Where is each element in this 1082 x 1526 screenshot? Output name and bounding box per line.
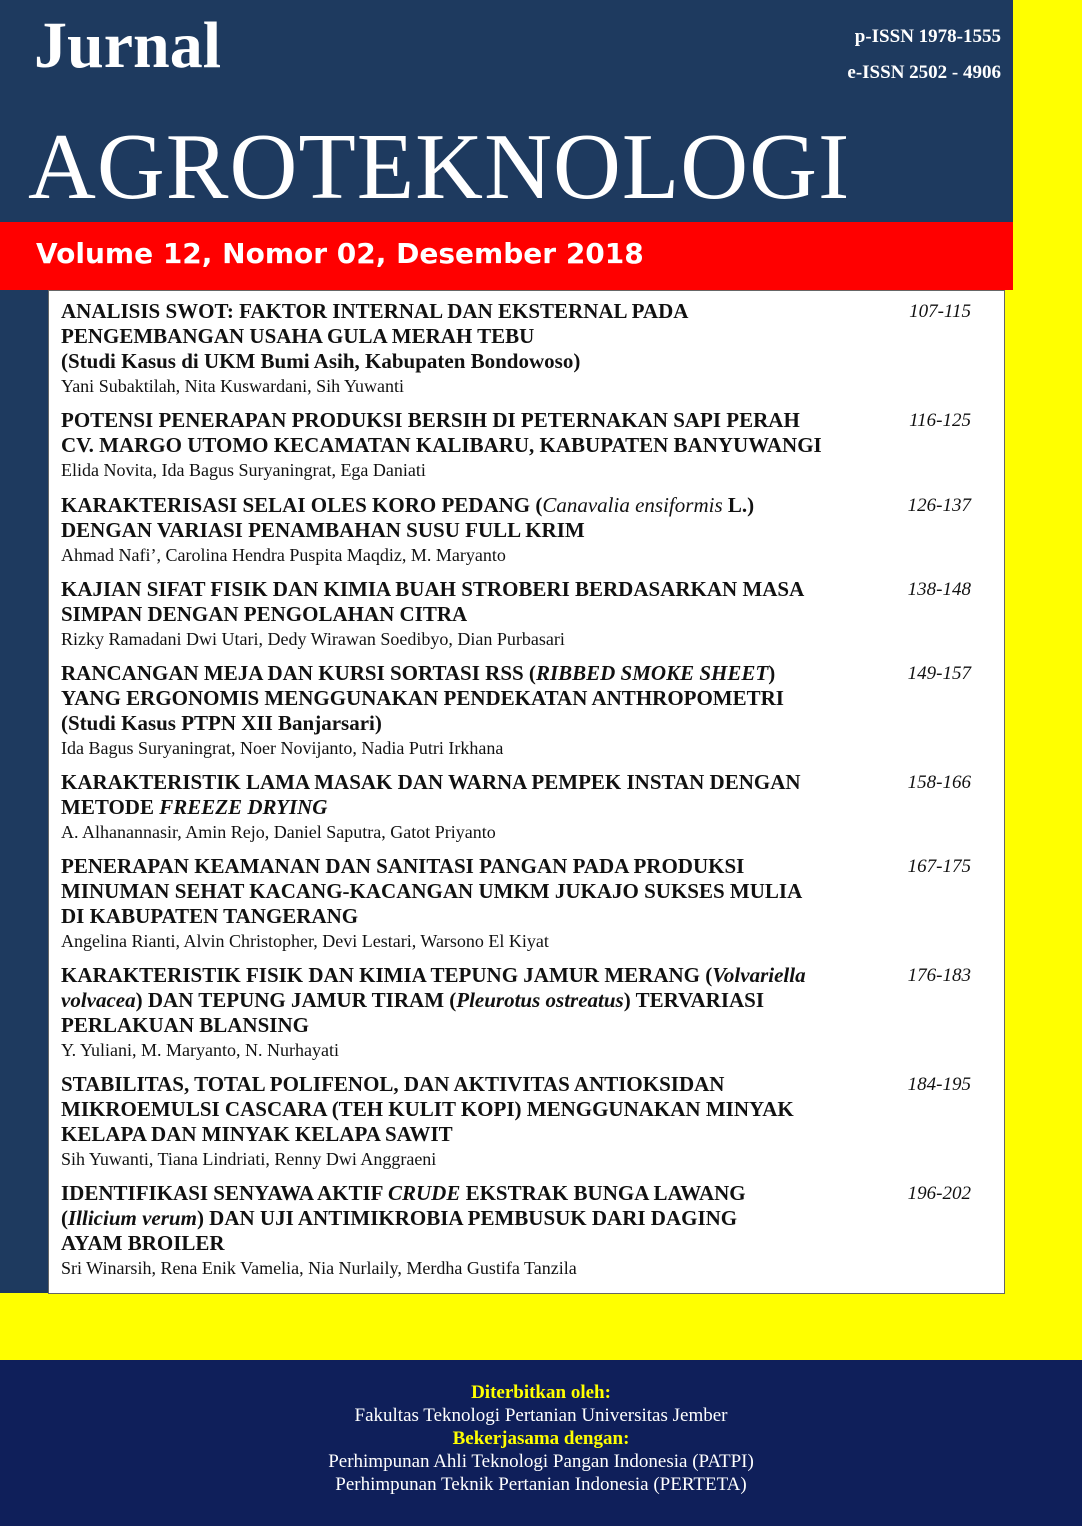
article-entry[interactable]: [61, 963, 981, 1061]
e-issn: e-ISSN 2502 - 4906: [847, 62, 1001, 83]
cooperation-label: Bekerjasama dengan:: [452, 1428, 630, 1449]
publisher-name: Fakultas Teknologi Pertanian Universitas Jember: [354, 1405, 728, 1426]
article-authors: Sri Winarsih, Rena Enik Vamelia, Nia Nurlaily, Merdha Gustifa Tanzila: [61, 1258, 577, 1278]
article-authors: Yani Subaktilah, Nita Kuswardani, Sih Yuwanti: [61, 376, 404, 396]
article-entry[interactable]: [61, 854, 981, 952]
partner-perteta: Perhimpunan Teknik Pertanian Indonesia (PERTETA): [335, 1474, 747, 1495]
article-title: KARAKTERISTIK LAMA MASAK DAN WARNA PEMPEK INSTAN DENGAN METODE FREEZE DRYING: [61, 770, 801, 819]
article-entry[interactable]: [61, 1072, 981, 1170]
article-authors: Angelina Rianti, Alvin Christopher, Devi Lestari, Warsono El Kiyat: [61, 931, 549, 951]
journal-title: AGROTEKNOLOGI: [28, 115, 851, 219]
published-by-label: Diterbitkan oleh:: [471, 1382, 611, 1403]
article-entry[interactable]: [61, 577, 981, 650]
article-pages: 158-166: [907, 772, 971, 793]
article-authors: Ahmad Nafi’, Carolina Hendra Puspita Maqdiz, M. Maryanto: [61, 545, 506, 565]
article-title: RANCANGAN MEJA DAN KURSI SORTASI RSS (RIBBED SMOKE SHEET) YANG ERGONOMIS MENGGUNAKAN PENDEKATAN ANTHROPOMETRI (Studi Kasus PTPN XII Banjarsari): [61, 661, 784, 735]
article-authors: Rizky Ramadani Dwi Utari, Dedy Wirawan Soedibyo, Dian Purbasari: [61, 629, 565, 649]
article-entry[interactable]: [61, 493, 981, 566]
volume-label: Volume 12, Nomor 02, Desember 2018: [36, 237, 644, 270]
article-authors: Ida Bagus Suryaningrat, Noer Novijanto, Nadia Putri Irkhana: [61, 738, 504, 758]
article-authors: Elida Novita, Ida Bagus Suryaningrat, Ega Daniati: [61, 460, 426, 480]
article-pages: 167-175: [907, 856, 971, 877]
article-entry[interactable]: [61, 770, 981, 843]
partner-patpi: Perhimpunan Ahli Teknologi Pangan Indonesia (PATPI): [328, 1451, 754, 1472]
article-pages: 116-125: [909, 410, 971, 431]
publisher-info: [0, 1381, 1082, 1496]
article-title: PENERAPAN KEAMANAN DAN SANITASI PANGAN PADA PRODUKSI MINUMAN SEHAT KACANG-KACANGAN UMKM JUKAJO SUKSES MULIA DI KABUPATEN TANGERANG: [61, 854, 803, 928]
article-title: IDENTIFIKASI SENYAWA AKTIF CRUDE EKSTRAK BUNGA LAWANG (Illicium verum) DAN UJI ANTIMIKROBIA PEMBUSUK DARI DAGING AYAM BROILER: [61, 1181, 746, 1255]
p-issn: p-ISSN 1978-1555: [854, 26, 1001, 47]
article-pages: 138-148: [907, 579, 971, 600]
article-entry[interactable]: [61, 661, 981, 759]
article-pages: 184-195: [907, 1074, 971, 1095]
article-authors: Y. Yuliani, M. Maryanto, N. Nurhayati: [61, 1040, 339, 1060]
right-yellow-strip: [1013, 0, 1082, 1293]
left-navy-strip: [0, 290, 48, 1293]
article-pages: 107-115: [909, 301, 971, 322]
article-pages: 126-137: [907, 495, 971, 516]
article-pages: 149-157: [907, 663, 971, 684]
article-entry[interactable]: [61, 299, 981, 397]
article-title: POTENSI PENERAPAN PRODUKSI BERSIH DI PETERNAKAN SAPI PERAH CV. MARGO UTOMO KECAMATAN KALIBARU, KABUPATEN BANYUWANGI: [61, 408, 822, 457]
article-authors: A. Alhanannasir, Amin Rejo, Daniel Saputra, Gatot Priyanto: [61, 822, 496, 842]
article-title: KAJIAN SIFAT FISIK DAN KIMIA BUAH STROBERI BERDASARKAN MASA SIMPAN DENGAN PENGOLAHAN CITRA: [61, 577, 805, 626]
article-title: ANALISIS SWOT: FAKTOR INTERNAL DAN EKSTERNAL PADA PENGEMBANGAN USAHA GULA MERAH TEBU (Studi Kasus di UKM Bumi Asih, Kabupaten Bondowoso): [61, 299, 689, 373]
article-title: STABILITAS, TOTAL POLIFENOL, DAN AKTIVITAS ANTIOKSIDAN MIKROEMULSI CASCARA (TEH KULIT KOPI) MENGGUNAKAN MINYAK KELAPA DAN MINYAK KELAPA SAWIT: [61, 1072, 794, 1146]
article-authors: Sih Yuwanti, Tiana Lindriati, Renny Dwi Anggraeni: [61, 1149, 437, 1169]
article-entry[interactable]: [61, 408, 981, 481]
article-pages: 196-202: [907, 1183, 971, 1204]
article-entry[interactable]: [61, 1181, 981, 1279]
article-title: KARAKTERISASI SELAI OLES KORO PEDANG (Canavalia ensiformis L.) DENGAN VARIASI PENAMBAHAN SUSU FULL KRIM: [61, 493, 755, 542]
article-pages: 176-183: [907, 965, 971, 986]
article-title: KARAKTERISTIK FISIK DAN KIMIA TEPUNG JAMUR MERANG (Volvariella volvacea) DAN TEPUNG JAMUR TIRAM (Pleurotus ostreatus) TERVARIASI PERLAKUAN BLANSING: [61, 963, 806, 1037]
journal-word: Jurnal: [34, 9, 222, 82]
